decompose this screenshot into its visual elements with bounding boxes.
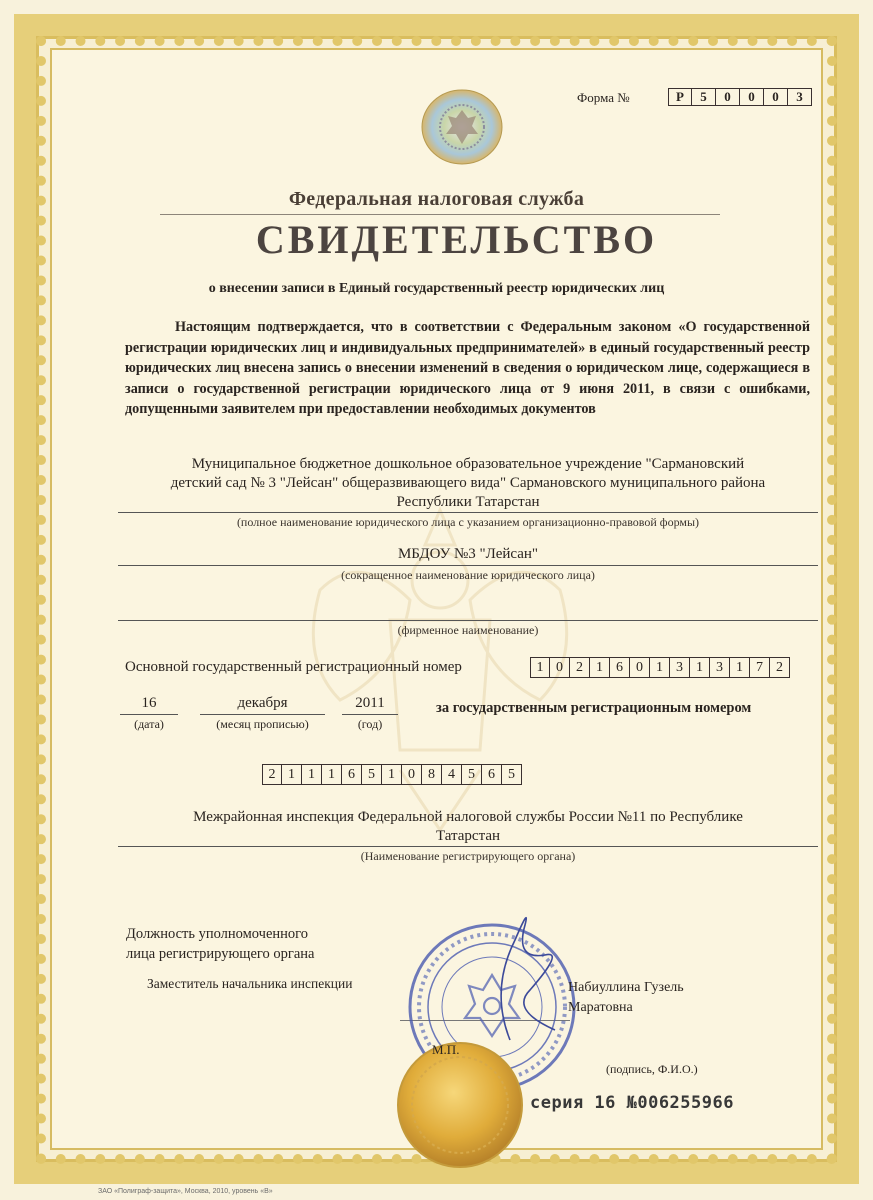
authority-underline: [118, 846, 818, 847]
signature-caption: (подпись, Ф.И.О.): [606, 1062, 698, 1076]
brand-name-underline: [118, 620, 818, 621]
form-number-label: Форма №: [577, 90, 630, 105]
year-underline: [342, 714, 398, 715]
date-year: 2011: [355, 695, 385, 711]
grn-digit: 5: [502, 764, 522, 785]
org-full-name-line: Республики Татарстан: [396, 494, 540, 510]
form-code-cell: 0: [740, 88, 764, 106]
registration-number-intro: за государственным регистрационным номером: [436, 700, 752, 716]
authority-line: Межрайонная инспекция Федеральной налоговой службы России №11 по Республике: [193, 809, 743, 825]
grn-digit: 1: [382, 764, 402, 785]
ogrn-digit: 1: [590, 657, 610, 678]
document-title: СВИДЕТЕЛЬСТВО: [255, 217, 658, 262]
printer-note: ЗАО «Полиграф-защита», Москва, 2010, уровень «В»: [98, 1188, 273, 1195]
day-caption: (дата): [134, 717, 164, 731]
ogrn-digit: 0: [630, 657, 650, 678]
ogrn-number-cells: [530, 657, 790, 678]
position-label-line: лица регистрирующего органа: [126, 946, 315, 962]
grn-digit: 1: [302, 764, 322, 785]
form-code-cell: 0: [764, 88, 788, 106]
grn-digit: 5: [362, 764, 382, 785]
grn-digit: 1: [322, 764, 342, 785]
signatory-name: [568, 978, 684, 1018]
ogrn-digit: 1: [690, 657, 710, 678]
ogrn-digit: 2: [770, 657, 790, 678]
grn-digit: 6: [342, 764, 362, 785]
ogrn-digit: 6: [610, 657, 630, 678]
organization-short-name: МБДОУ №3 "Лейсан": [397, 546, 539, 562]
signatory-name-line: Набиуллина Гузель: [568, 980, 684, 995]
serial-number: серия 16 №006255966: [530, 1093, 734, 1113]
ogrn-digit: 1: [730, 657, 750, 678]
position-label-line: Должность уполномоченного: [126, 926, 309, 942]
form-number-cells: [668, 88, 812, 106]
grn-number-cells: [262, 764, 522, 785]
signatory-name-line: Маратовна: [568, 1000, 633, 1015]
date-month: декабря: [237, 695, 288, 711]
grn-digit: 1: [282, 764, 302, 785]
form-code-cell: 3: [788, 88, 812, 106]
grn-digit: 6: [482, 764, 502, 785]
ogrn-digit: 3: [710, 657, 730, 678]
short-name-underline: [118, 565, 818, 566]
ogrn-digit: 7: [750, 657, 770, 678]
grn-digit: 0: [402, 764, 422, 785]
issuer-name: Федеральная налоговая служба: [288, 188, 585, 210]
authority-caption: (Наименование регистрирующего органа): [360, 849, 576, 863]
signature-icon: [470, 900, 580, 1050]
month-caption: (месяц прописью): [216, 717, 309, 731]
ogrn-digit: 3: [670, 657, 690, 678]
form-code-cell: 5: [692, 88, 716, 106]
ogrn-digit: 1: [650, 657, 670, 678]
organization-full-name: [118, 455, 818, 512]
authorized-position-label: [126, 924, 314, 964]
form-code-cell: Р: [668, 88, 692, 106]
full-name-underline: [118, 512, 818, 513]
grn-digit: 4: [442, 764, 462, 785]
ogrn-digit: 1: [530, 657, 550, 678]
gold-seal-icon: [395, 1040, 525, 1170]
signatory-position: Заместитель начальника инспекции: [147, 976, 353, 991]
form-code-cell: 0: [716, 88, 740, 106]
day-underline: [120, 714, 178, 715]
document-subtitle: о внесении записи в Единый государственный реестр юридических лиц: [208, 281, 665, 296]
brand-name-caption: (фирменное наименование): [397, 623, 539, 637]
ogrn-digit: 2: [570, 657, 590, 678]
seal-place-mark: М.П.: [432, 1042, 460, 1057]
year-caption: (год): [357, 717, 383, 731]
month-underline: [200, 714, 325, 715]
ogrn-label: Основной государственный регистрационный номер: [125, 659, 462, 675]
grn-digit: 8: [422, 764, 442, 785]
ogrn-digit: 0: [550, 657, 570, 678]
short-name-caption: (сокращенное наименование юридического лица): [341, 568, 595, 582]
full-name-caption: (полное наименование юридического лица с указанием организационно-правовой формы): [236, 515, 700, 529]
grn-digit: 5: [462, 764, 482, 785]
date-day: 16: [141, 695, 157, 711]
title-rule: [160, 214, 720, 215]
grn-digit: 2: [262, 764, 282, 785]
hologram-emblem-icon: [420, 88, 504, 166]
org-full-name-line: Муниципальное бюджетное дошкольное образовательное учреждение "Сармановский: [191, 456, 745, 472]
org-full-name-line: детский сад № 3 "Лейсан" общеразвивающего вида" Сармановского муниципального района: [170, 475, 766, 491]
certification-statement: Настоящим подтверждается, что в соответствии с Федеральным законом «О государственной регистрации юридических лиц и индивидуальных предпринимателей» в единый государственный реестр юридических лиц внесена запись о внесении изменений в сведения о юридическом лице, содержащиеся в записи о государственной регистрации юридического лица от 9 июня 2011, в связи с ошибками, допущенными заявителем при предоставлении необходимых документов: [125, 319, 810, 417]
authority-line: Татарстан: [435, 828, 501, 844]
registering-authority: [118, 808, 818, 846]
